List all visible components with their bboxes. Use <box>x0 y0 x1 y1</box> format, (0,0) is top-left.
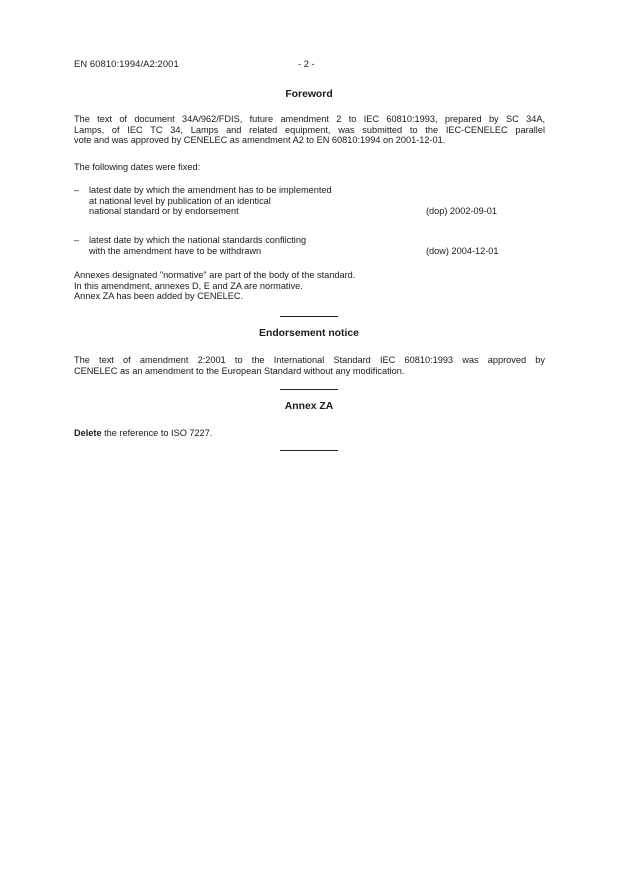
date-item-dow-line-2: with the amendment have to be withdrawn <box>89 245 262 256</box>
date-item-dow-line-1: latest date by which the national standards conflicting <box>89 235 307 245</box>
section-divider <box>280 316 338 317</box>
annex-note-line-1: Annexes designated "normative" are part of the body of the standard. <box>74 270 356 280</box>
annex-notes <box>74 270 545 302</box>
date-item-dop-line-2: at national level by publication of an identical <box>89 195 271 206</box>
dop-date: (dop) 2002-09-01 <box>426 206 497 216</box>
section-divider <box>280 389 338 390</box>
delete-instruction: the reference to ISO 7227. <box>101 428 213 438</box>
dash-bullet: – <box>74 235 80 245</box>
date-item-dop-text <box>89 185 332 217</box>
endorsement-paragraph <box>74 355 545 376</box>
foreword-line-3: vote and was approved by CENELEC as amendment A2 to EN 60810:1994 on 2001-12-01. <box>74 135 446 146</box>
document-id: EN 60810:1994/A2:2001 <box>74 58 179 69</box>
endorsement-line-2: CENELEC as an amendment to the European Standard without any modification. <box>74 365 405 376</box>
dates-intro: The following dates were fixed: <box>74 162 201 172</box>
date-item-dow <box>74 235 545 257</box>
date-item-dow-text <box>89 235 306 256</box>
endorsement-heading: Endorsement notice <box>259 328 359 339</box>
foreword-line-2: Lamps, of IEC TC 34, Lamps and related equipment, was submitted to the IEC-CENELEC parallel <box>74 124 545 135</box>
date-item-dop <box>74 185 545 219</box>
foreword-line-1: The text of document 34A/962/FDIS, future amendment 2 to IEC 60810:1993, prepared by SC 34A, <box>74 114 545 124</box>
annex-za-heading: Annex ZA <box>284 401 334 412</box>
annex-note-line-3: Annex ZA has been added by CENELEC. <box>74 291 244 302</box>
endorsement-line-1: The text of amendment 2:2001 to the International Standard IEC 60810:1993 was approved by <box>74 355 545 365</box>
delete-keyword: Delete <box>74 428 102 438</box>
dow-date: (dow) 2004-12-01 <box>426 246 499 256</box>
page-number: - 2 - <box>298 58 315 69</box>
section-divider <box>280 450 338 451</box>
dash-bullet: – <box>74 185 80 195</box>
annex-za-text <box>74 428 545 439</box>
date-item-dop-line-1: latest date by which the amendment has to be implemented <box>89 185 332 195</box>
date-item-dop-line-3: national standard or by endorsement <box>89 206 239 217</box>
foreword-heading: Foreword <box>285 89 333 100</box>
foreword-paragraph <box>74 114 545 146</box>
annex-note-line-2: In this amendment, annexes D, E and ZA are normative. <box>74 280 303 291</box>
